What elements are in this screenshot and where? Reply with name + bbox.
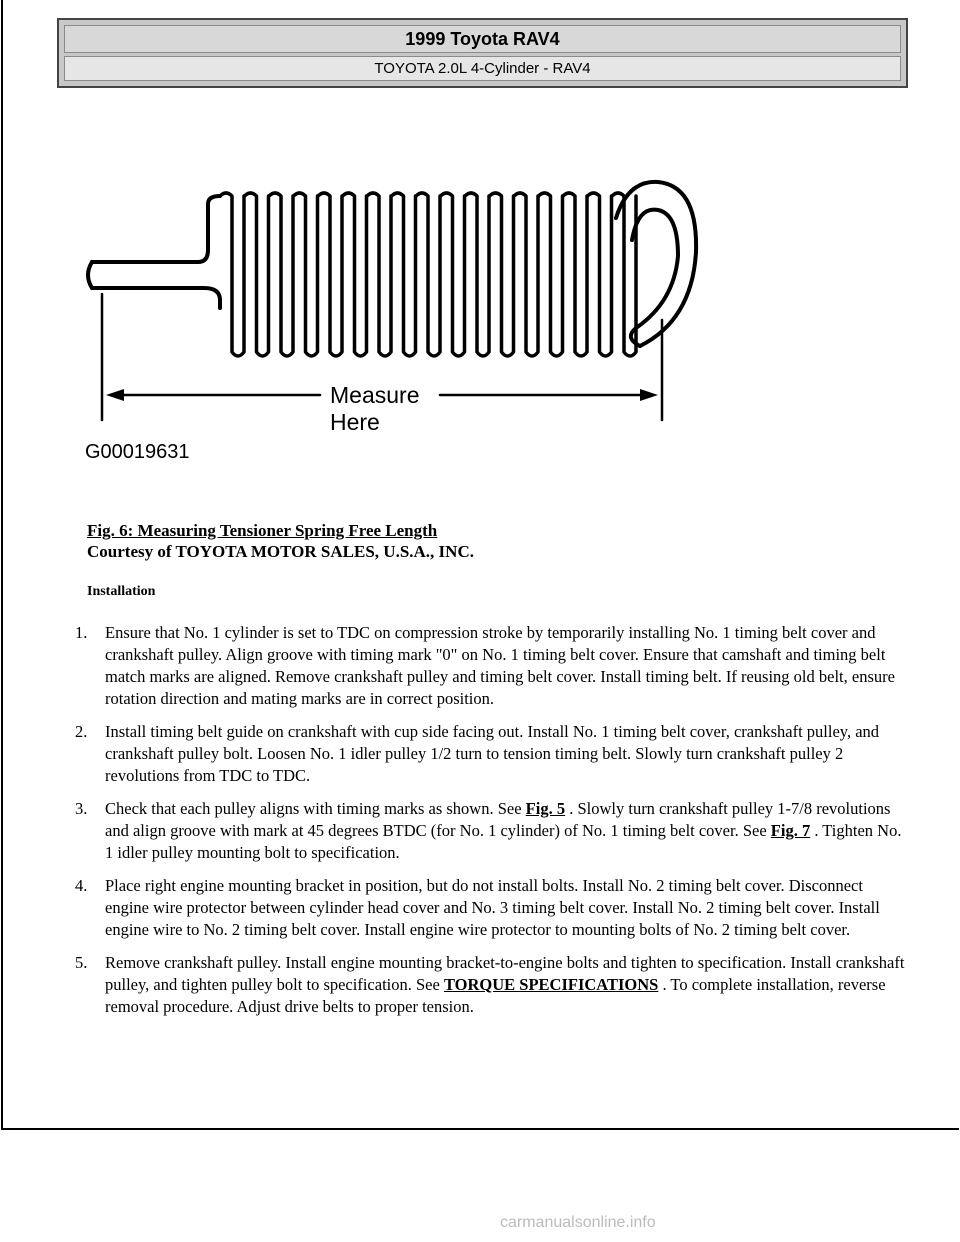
step-item bbox=[75, 875, 905, 941]
spring-coil bbox=[441, 193, 465, 356]
step-number: 1. bbox=[75, 623, 88, 642]
step-text-part: . To complete installation, reverse removal procedure. Adjust drive belts to proper tension. bbox=[105, 975, 886, 1016]
document-header bbox=[57, 18, 908, 88]
step-text: Install timing belt guide on crankshaft with cup side facing out. Install No. 1 timing belt cover, crankshaft pulley, and crankshaft pulley bolt. Loosen No. 1 idler pulley 1/2 turn to tension timing belt. Slowly turn crankshaft pulley 2 revolutions from TDC to TDC. bbox=[105, 722, 880, 785]
spring-coil bbox=[318, 193, 342, 356]
step-item bbox=[75, 622, 905, 710]
spring-coil bbox=[392, 193, 416, 356]
spring-coil bbox=[269, 193, 293, 356]
fig-5-link[interactable]: Fig. 5 bbox=[525, 799, 566, 818]
fig-7-link[interactable]: Fig. 7 bbox=[770, 821, 811, 840]
step-number: 5. bbox=[75, 953, 88, 972]
spring-coil bbox=[245, 193, 269, 356]
spring-coil bbox=[465, 193, 489, 356]
spring-coil bbox=[294, 193, 318, 356]
spring-coil bbox=[588, 193, 612, 356]
spring-coils bbox=[220, 193, 636, 356]
header-title: 1999 Toyota RAV4 bbox=[64, 25, 901, 53]
step-item bbox=[75, 721, 905, 787]
spring-illustration bbox=[80, 170, 720, 470]
page-border-bottom bbox=[1, 1128, 959, 1130]
step-number: 2. bbox=[75, 722, 88, 741]
here-label: Here bbox=[330, 409, 380, 435]
spring-coil bbox=[514, 193, 538, 356]
figure-caption bbox=[87, 520, 474, 562]
installation-steps bbox=[75, 622, 905, 1029]
step-item bbox=[75, 952, 905, 1018]
step-number: 3. bbox=[75, 799, 88, 818]
step-text: Ensure that No. 1 cylinder is set to TDC on compression stroke by temporarily installing No. 1 timing belt cover and crankshaft pulley. Align groove with timing mark "0" on No. 1 timing belt cover. Ensure that camshaft and timing belt match marks are aligned. Remove crankshaft pulley and timing belt cover. Install timing belt. If reusing old belt, ensure rotation direction and mating marks are in correct position. bbox=[105, 623, 895, 708]
step-text: Place right engine mounting bracket in position, but do not install bolts. Install No. 2 timing belt cover. Disconnect engine wire protector between cylinder head cover and No. 3 timing belt cover. Install No. 2 timing belt cover. Install engine wire to No. 2 timing belt cover. Install engine wire protector to mounting bolts of No. 2 timing belt cover. bbox=[105, 876, 880, 939]
page-border-left bbox=[1, 0, 3, 1130]
step-text-part: . Slowly turn crankshaft pulley 1-7/8 revolutions and align groove with mark at 45 degrees BTDC (for No. 1 cylinder) of No. 1 timing belt cover. See bbox=[105, 799, 891, 840]
step-number: 4. bbox=[75, 876, 88, 895]
figure-title-link[interactable]: Fig. 6: Measuring Tensioner Spring Free Length bbox=[87, 521, 438, 540]
step-text bbox=[105, 952, 905, 1018]
spring-coil bbox=[563, 193, 587, 356]
torque-specifications-link[interactable]: TORQUE SPECIFICATIONS bbox=[443, 975, 659, 994]
spring-coil bbox=[343, 193, 367, 356]
figure-credit: Courtesy of TOYOTA MOTOR SALES, U.S.A., INC. bbox=[87, 542, 474, 561]
step-text-part: Remove crankshaft pulley. Install engine mounting bracket-to-engine bolts and tighten to specification. Install crankshaft pulley, and tighten pulley bolt to specification. See bbox=[105, 953, 905, 994]
step-text bbox=[105, 798, 905, 864]
figure-code: G00019631 bbox=[85, 441, 190, 463]
spring-coil bbox=[220, 193, 244, 356]
step-item bbox=[75, 798, 905, 864]
header-subtitle: TOYOTA 2.0L 4-Cylinder - RAV4 bbox=[64, 56, 901, 81]
spring-coil bbox=[367, 193, 391, 356]
step-text-part: Check that each pulley aligns with timing marks as shown. See bbox=[105, 799, 526, 818]
measure-label: Measure bbox=[330, 382, 420, 408]
step-text-part: . Tighten No. 1 idler pulley mounting bolt to specification. bbox=[105, 821, 902, 862]
section-heading: Installation bbox=[87, 584, 156, 599]
spring-coil bbox=[539, 193, 563, 356]
spring-coil bbox=[490, 193, 514, 356]
spring-coil bbox=[416, 193, 440, 356]
watermark: carmanualsonline.info bbox=[500, 1214, 656, 1231]
